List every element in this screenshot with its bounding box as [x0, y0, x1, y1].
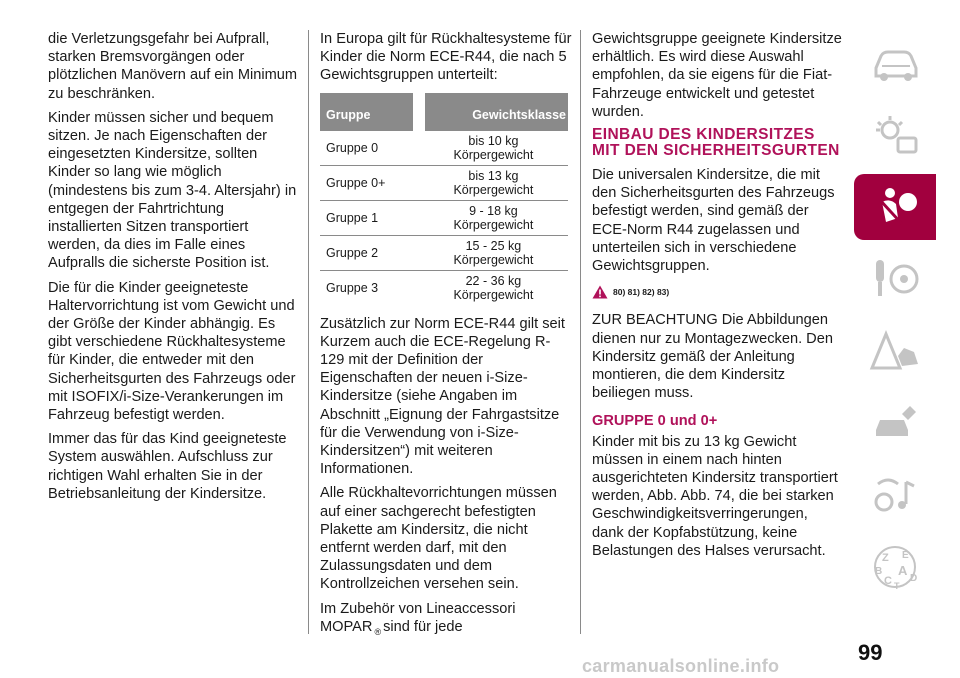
- group-cell: Gruppe 3: [326, 280, 379, 295]
- key-steering-icon: [868, 256, 922, 302]
- registered-mark: ®: [374, 626, 382, 637]
- chapter-sidebar: [854, 30, 936, 606]
- weight-unit: Körpergewicht: [453, 147, 534, 162]
- paragraph: Alle Rückhaltevorrichtungen müssen auf einer sachgerecht befestigten Plakette am Kindersitz, die nicht entfernt werden darf, mit den Zulassungsdaten und dem Kontrollzeichen versehen sein.: [320, 485, 557, 593]
- breakdown-icon: [868, 328, 922, 374]
- paragraph: [320, 600, 572, 641]
- car-icon: [868, 40, 922, 86]
- paragraph: ZUR BEACHTUNG Die Abbildungen dienen nur zu Montagezwecken. Den Kindersitz gemäß der Anleitung montieren, die dem Kindersitz beiliegen muss.: [592, 312, 833, 402]
- tab-car[interactable]: [854, 30, 936, 96]
- weight-cell: [419, 270, 568, 305]
- index-letter: B: [875, 566, 883, 577]
- column-divider: [580, 30, 581, 634]
- page-number: 99: [858, 640, 883, 665]
- weight-cell: [419, 200, 568, 235]
- tab-maintenance[interactable]: [854, 390, 936, 456]
- weight-range: bis 10 kg: [468, 133, 519, 148]
- warning-triangle-icon: [592, 285, 608, 299]
- weight-cell: [419, 165, 568, 200]
- table-row: [320, 200, 568, 235]
- weight-unit: Körpergewicht: [453, 287, 534, 302]
- index-letter: Z: [882, 552, 889, 564]
- paragraph: Immer das für das Kind geeigneteste System auswählen. Aufschluss zur richtigen Wahl erhalten Sie in der Betriebsanleitung der Kindersitze.: [48, 431, 287, 502]
- paragraph: Zusätzlich zur Norm ECE-R44 gilt seit Kurzem auch die ECE-Regelung R-129 mit der Definition der Eigenschaften der neuen i-Size-Kindersitze (siehe Angaben im Abschnitt „Eignung der Fahrgastsitze für die Verwendung von i-Size-Kindersitzen“) mit weiteren Informationen.: [320, 315, 565, 478]
- index-letter: D: [910, 573, 918, 584]
- multimedia-icon: [868, 472, 922, 518]
- group-cell: Gruppe 0: [320, 131, 419, 166]
- dashboard-lights-icon: [868, 112, 922, 158]
- index-icon: [868, 544, 922, 590]
- warning-refs: 80) 81) 82) 83): [613, 287, 670, 298]
- weight-unit: Körpergewicht: [453, 252, 534, 267]
- tab-emergency[interactable]: [854, 318, 936, 384]
- weight-unit: Körpergewicht: [453, 217, 534, 232]
- mopar-text: Im Zubehör von Lineaccessori MOPAR: [320, 600, 516, 635]
- paragraph: Kinder mit bis zu 13 kg Gewicht müssen in einem nach hinten ausgerichteten Kindersitz transportiert werden, Abb. Abb. 74, die bei starken Geschwindigkeitsverringerungen, dank der Kopfabstützung, keine Belastungen des Halses verursacht.: [592, 433, 838, 559]
- mopar-text-end: sind für jede: [383, 618, 463, 635]
- paragraph: Gewichtsgruppe geeignete Kindersitze erhältlich. Es wird diese Auswahl empfohlen, da sie eigens für die Fiat-Fahrzeuge entwickelt und getestet wurden.: [592, 31, 842, 120]
- index-letter: A: [898, 563, 908, 578]
- paragraph: die Verletzungsgefahr bei Aufprall, starken Bremsvorgängen oder plötzlichen Manövern auf ein Minimum zu beschränken.: [48, 31, 298, 102]
- weight-range: 15 - 25 kg: [465, 238, 522, 253]
- paragraph: Die universalen Kindersitze, die mit den Sicherheitsgurten des Fahrzeugs befestigt werden, sind gemäß der ECE-Norm R44 zugelassen und unterteilen sich in verschiedene Gewichtsgruppen.: [592, 167, 835, 275]
- weight-range: 22 - 36 kg: [465, 273, 522, 288]
- index-letter: C: [884, 575, 892, 587]
- warning-reference: [592, 283, 842, 301]
- column-divider: [308, 30, 309, 634]
- safety-airbag-icon: [868, 184, 922, 230]
- group-cell: Gruppe 1: [320, 200, 419, 235]
- service-car-icon: [868, 400, 922, 446]
- table-header-row: [320, 93, 568, 131]
- weight-cell: [419, 131, 568, 166]
- tab-multimedia[interactable]: [854, 462, 936, 528]
- paragraph: Die für die Kinder geeigneteste Haltervorrichtung ist vom Gewicht und der Größe der Kinder abhängig. Es gibt verschiedene Rückhaltesysteme für Kinder, die entweder mit den Sicherheitsgurten des Fahrzeugs oder mit ISOFIX/i-Size-Verankerungen im Fahrzeug befestigt werden.: [48, 279, 296, 424]
- weight-group-table: [320, 93, 568, 305]
- weight-cell: [419, 235, 568, 270]
- paragraph: In Europa gilt für Rückhaltesysteme für Kinder die Norm ECE-R44, die nach 5 Gewichtsgruppen unterteilt:: [320, 31, 572, 84]
- table-row: [320, 165, 568, 200]
- weight-unit: Körpergewicht: [453, 182, 534, 197]
- group-cell: Gruppe 2: [320, 235, 419, 270]
- tab-dashboard[interactable]: [854, 102, 936, 168]
- tab-starting-driving[interactable]: [854, 246, 936, 312]
- text-column-2: [320, 30, 572, 647]
- sub-heading: GRUPPE 0 und 0+: [592, 413, 718, 430]
- table-header-group: Gruppe: [320, 93, 419, 131]
- table-row: [320, 235, 568, 270]
- tab-index[interactable]: [854, 534, 936, 600]
- paragraph: Kinder müssen sicher und bequem sitzen. Je nach Eigenschaften der eingesetzten Kindersitze, sollten Kinder so lang wie möglich (mindestens bis zum 3-4. Altersjahr) in entgegen der Fahrtrichtung installierten Sitzen transportiert werden, da dies im Falle eines Aufpralls die sicherste Position ist.: [48, 109, 297, 272]
- group-cell: Gruppe 0+: [320, 165, 419, 200]
- text-column-1: [48, 30, 298, 509]
- weight-range: 9 - 18 kg: [469, 203, 518, 218]
- table-header-weight: Gewichtsklasse: [419, 93, 568, 131]
- table-row: [320, 131, 568, 166]
- table-row: [320, 270, 568, 305]
- index-letter: T: [894, 581, 900, 590]
- section-heading: EINBAU DES KINDERSITZES MIT DEN SICHERHEITSGURTEN: [592, 126, 840, 159]
- tab-safety[interactable]: [854, 174, 936, 240]
- text-column-3: [592, 30, 842, 566]
- index-letter: E: [902, 550, 909, 561]
- watermark: carmanualsonline.info: [582, 656, 780, 676]
- weight-range: bis 13 kg: [468, 168, 519, 183]
